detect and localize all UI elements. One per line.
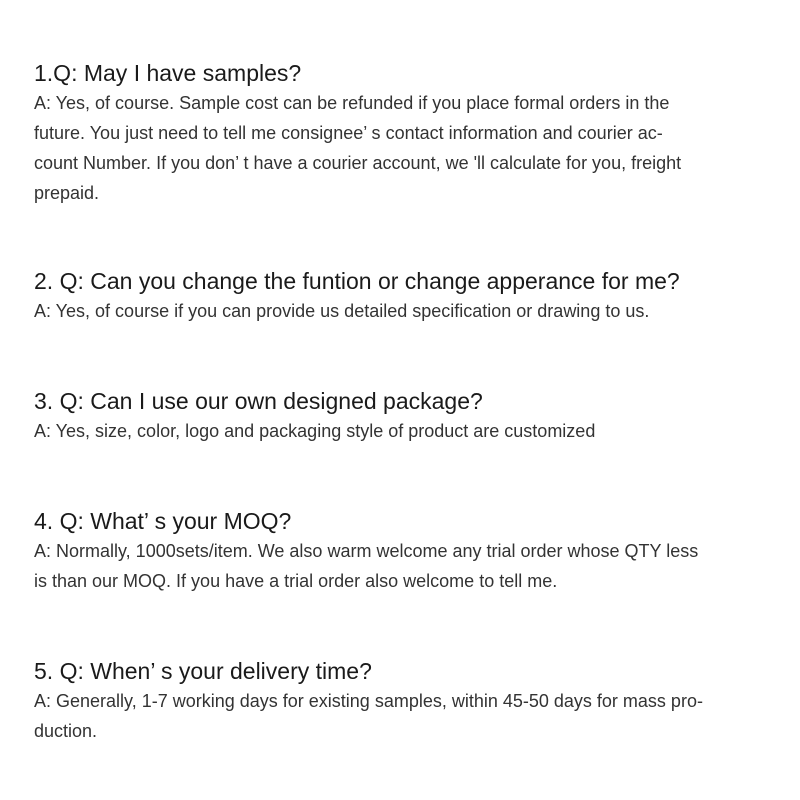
faq-answer-line: duction.	[34, 721, 98, 741]
faq-question: 2. Q: Can you change the funtion or change apperance for me?	[34, 268, 680, 294]
faq-answer-line: count Number. If you don’ t have a courier account, we 'll calculate for you, freight	[34, 153, 682, 173]
faq-question: 5. Q: When’ s your delivery time?	[34, 658, 372, 684]
faq-answer-line: future. You just need to tell me consignee’ s contact information and courier ac-	[34, 123, 663, 143]
faq-answer	[34, 296, 774, 326]
faq-item	[34, 58, 774, 208]
faq-answer	[34, 536, 774, 596]
faq-question: 4. Q: What’ s your MOQ?	[34, 508, 292, 534]
faq-item	[34, 386, 774, 446]
faq-answer-line: A: Generally, 1-7 working days for existing samples, within 45-50 days for mass pro-	[34, 691, 703, 711]
faq-answer-line: A: Yes, of course if you can provide us detailed specification or drawing to us.	[34, 301, 650, 321]
faq-item	[34, 506, 774, 596]
faq-item	[34, 656, 774, 746]
faq-answer	[34, 416, 774, 446]
faq-answer-line: A: Normally, 1000sets/item. We also warm welcome any trial order whose QTY less	[34, 541, 699, 561]
faq-item	[34, 266, 774, 326]
faq-answer-line: A: Yes, of course. Sample cost can be refunded if you place formal orders in the	[34, 93, 670, 113]
faq-answer	[34, 88, 774, 208]
faq-answer-line: A: Yes, size, color, logo and packaging style of product are customized	[34, 421, 596, 441]
faq-question: 3. Q: Can I use our own designed package?	[34, 388, 483, 414]
faq-question: 1.Q: May I have samples?	[34, 60, 302, 86]
faq-answer-line: is than our MOQ. If you have a trial order also welcome to tell me.	[34, 571, 558, 591]
faq-answer-line: prepaid.	[34, 183, 100, 203]
faq-answer	[34, 686, 774, 746]
